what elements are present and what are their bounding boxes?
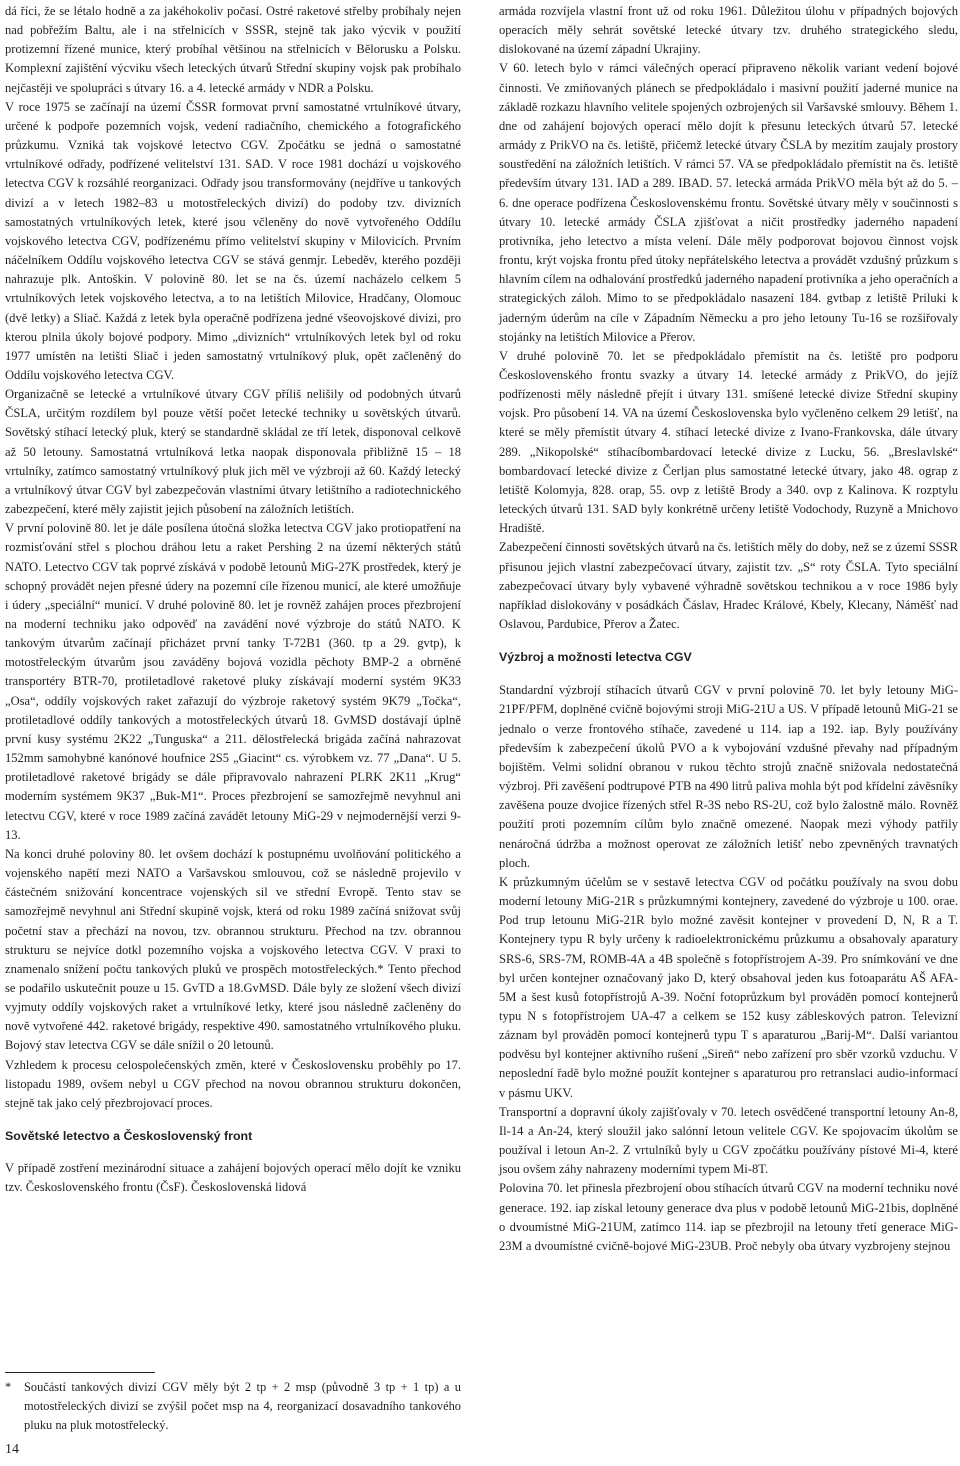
- body-paragraph: V roce 1975 se začínají na území ČSSR formovat první samostatné vrtulníkové útvary, určené k podpoře pozemních vojsk, vedení radiačního, chemického a fotografického průzkumu. Vzniká tak vojskové letectvo CGV. Zpočátku se jedná o samostatné vrtulníkové odřady, podřízené velitelství 131. SAD. V roce 1981 dochází u vojskového letectva CGV k rozsáhlé reorganizaci. Odřady jsou transformovány (nejdříve u tankových divizí a v letech 1982–83 u motostřeleckých divizí) do podoby tzv. divizních samostatných vrtulníkových letek, které jsou včleněny do nově vytvořeného Oddílu vojskového letectva CGV, podřízenému přímo velitelství skupiny v Milovicích. Prvním náčelníkem Oddílu vojskového letectva CGV se stává genmjr. Lebeděv, kterého později nahrazuje plk. Antoškin. V polovině 80. let se na čs. území nacházelo celkem 5 vrtulníkových letek vojskového letectva, a to na letištích Milovice, Hradčany, Olomouc (dvě letky) a Sliač. Každá z letek byla operačně podřízena jedné všeovojskové divizi, pro kterou plnila úkoly bojové podpory. Mimo „divizních“ vrtulníkových letek byl od roku 1977 umístěn na letišti Sliač i jeden samostatný vrtulníkový pluk, opět začleněný do Oddílu vojskového letectva CGV.: [5, 99, 461, 382]
- footnote-divider: [5, 1372, 155, 1373]
- body-paragraph: Transportní a dopravní úkoly zajišťovaly v 70. letech osvědčené transportní letouny An-8, Il-14 a An-24, který sloužil jako salónní letoun velitele CGV. Ke spojovacím úkolům se používal i letoun An-2. Z vrtulníků byly u CGV zpočátku používány pístové Mi-4, které jsou ovšem záhy nahrazeny moderními typem Mi-8T.: [499, 1104, 958, 1177]
- footnote-text: Součástí tankových divizí CGV měly být 2 tp + 2 msp (původně 3 tp + 1 tp) a u motostřeleckých divizí se zvýšil počet msp na 4, reorganizací dosavadního tankového pluku na pluk motostřelecký.: [24, 1380, 461, 1433]
- footnote-marker: *: [5, 1380, 12, 1394]
- body-paragraph: V případě zostření mezinárodní situace a zahájení bojových operací mělo dojít ke vzniku tzv. Československého frontu (ČsF). Československá lidová: [5, 1161, 461, 1195]
- right-column: [499, 2, 958, 1256]
- body-paragraph: K průzkumným účelům se v sestavě letectva CGV od počátku používaly na svou dobu moderní letouny MiG-21R s průzkumnými kontejnery, zavedené do výzbroje u 100. orae. Pod trup letounu MiG-21R bylo možné zavěsit kontejner v provedení D, N, R a T. Kontejnery typu R byly určeny k radioelektronickému průzkumu a obsahovaly aparatury SRS-6, SRS-7M, ROMB-4A a 4B společně s fotopřístrojem A-39. Pro snímkování ve dne byl určen kontejner označovaný jako D, který obsahoval jeden kus fotoaparátu AŠ AFA-5M a šest kusů fotopřístrojů A-39. Noční fotoprůzkum byl prováděn pomocí kontejnerů typu N s fotopřístrojem UA-47 a celkem se 152 kusy zábleskových patron. Televizní záznam byl prováděn pomocí kontejnerů typu T s aparaturou „Barij-M“. Další variantou podvěsu byl kontejner aktivního rušení „Sireň“ nebo zařízení pro sběr vzorků vzduchu. V neposlední řadě bylo možné použít kontejner s aparaturou pro retranslaci audio-informací v pásmu UKV.: [499, 874, 958, 1100]
- page-number: 14: [5, 1442, 19, 1457]
- body-paragraph: Na konci druhé poloviny 80. let ovšem dochází k postupnému uvolňování politického a vojenského napětí mezi NATO a Varšavskou smlouvou, což se následně projevilo v částečném snižování koncentrace vojenských sil ve střední Evropě. Tento stav se samozřejmě nevyhnul ani Střední skupině vojsk, která od roku 1989 začíná snižovat svůj početní stav a přechází na novou, tzv. obrannou strukturu. Přechod na tzv. obrannou strukturu se nejvíce dotkl pozemního vojska a vojskového letectva CGV. V praxi to znamenalo snížení počtu tankových pluků ve prospěch motostřeleckých.* Tento přechod se podařilo uskutečnit pouze u 15. GvTD a 18.GvMSD. Dále byly ze složení všech divizí vyjmuty oddíly vojskových raket a vrtulníkové letky, které jsou následně začleněny do nově vytvořené 442. raketové brigády, respektive 490. samostatného vrtulníkového pluku. Bojový stav letectva CGV se dále snížil o 20 letounů.: [5, 846, 461, 1053]
- body-paragraph: Organizačně se letecké a vrtulníkové útvary CGV příliš nelišily od podobných útvarů ČSLA, určitým rozdílem byl pouze větší počet letecké techniky u sovětských útvarů. Sovětský stíhací letecký pluk, který se standardně skládal ze tří letek, disponoval celkově až 50 letouny. Samostatná vrtulníková letka naopak disponovala přibližně 15 – 18 vrtulníky, zatímco samostatný vrtulníkový pluk jich měl ve výzbroji až 60. Každý letecký a vrtulníkový útvar CGV byl zabezpečován vlastními útvary letištního a radiotechnického zabezpečení, které měly zajistit jejich působení na záložních letištích.: [5, 387, 461, 517]
- body-paragraph: Vzhledem k procesu celospolečenských změn, které v Československu proběhly po 17. listopadu 1989, ovšem nebyl u CGV přechod na novou obrannou strukturu dokončen, stejně tak jako celý přezbrojovací proces.: [5, 1057, 461, 1110]
- body-paragraph: armáda rozvíjela vlastní front už od roku 1961. Důležitou úlohu v případných bojových operacích měly sehrát sovětské letecké útvary tzv. druhého strategického sledu, dislokované na území západní Ukrajiny.: [499, 4, 958, 57]
- body-paragraph: Polovina 70. let přinesla přezbrojení obou stíhacích útvarů CGV na moderní techniku nové generace. 192. iap získal letouny generace dva plus v podobě letounů MiG-21bis, doplněné o dvoumístné MiG-21UM, zatímco 114. iap se přezbrojil na letouny třetí generace MiG-23M a dvoumístné cvičně-bojové MiG-23UB. Proč nebyly oba útvary vyzbrojeny stejnou: [499, 1181, 958, 1253]
- body-paragraph: V první polovině 80. let je dále posílena útočná složka letectva CGV jako protiopatření na rozmisťování střel s plochou dráhou letu a raket Pershing 2 na území některých států NATO. Letectvo CGV tak poprvé získává v podobě letounů MiG-27K prostředek, který je schopný provádět nejen přesné údery na pozemní cíle řízenou municí, ale které umožňuje i údery „speciální“ municí. V druhé polovině 80. let je rovněž zahájen proces přezbrojení na moderní techniku jako odpověď na zavádění nové výzbroje do států NATO. K tankovým útvarům začínají přicházet první tanky T-72B1 (360. tp a 29. gvtp), k motostřeleckým útvarům jsou zaváděny bojová vozidla pěchoty BMP-2 a obrněné transportéry BTR-70, protiletadlové raketové pluky získávají moderní systém 9K33 „Osa“, oddíly vojskových raket zařazují do výzbroje raketový systém 9K79 „Točka“, protiletadlové oddíly tankových a motostřeleckých útvarů 18. GvMSD dostávají úplně první kusy systému 2K22 „Tunguska“ a 211. dělostřelecká brigáda začíná nahrazovat 152mm samohybné kanónové houfnice 2S5 „Giacint“ cs. výrobkem vz. 77 „Dana“. U 5. protiletadlové raketové brigády se dále připravovalo nahrazení PLRK 2K11 „Krug“ moderním systémem 9K37 „Buk-M1“. Proces přezbrojení se samozřejmě nevyhnul ani letectvu CGV, které v roce 1989 začíná zavádět letouny MiG-29 v nejmodernější verzi 9-13.: [5, 521, 461, 842]
- section-heading: Sovětské letectvo a Československý front: [5, 1129, 253, 1144]
- body-paragraph: Standardní výzbrojí stíhacích útvarů CGV v první polovině 70. let byly letouny MiG-21PF/PFM, doplněné cvičně bojovými stroji MiG-21U a US. V případě letounů MiG-21 se jednalo o verze frontového stíhače, zavedené u 114. iap a 192. iap. Byly používány především k zabezpečení úkolů PVO a k vybojování vzdušné převahy nad případným bojištěm. Velmi solidní obranou v rukou těchto strojů značně snižovala nedostatečná výzbroj. Při zavěšení podtrupové PTB na 490 litrů paliva mohla být pod křídelní závěsníky zavěšena pouze dvojice řízených střel R-3S nebo RS-2U, což bylo žalostně málo. Rovněž použití proti pozemním cílům bylo značně omezené. Naopak mezi výhody patřily nenáročná údržba a možnost operovat ze záložních letišť nebo zpevněných travnatých ploch.: [499, 683, 958, 870]
- body-paragraph: V druhé polovině 70. let se předpokládalo přemístit na čs. letiště pro podporu Československého frontu svazky a útvary 14. letecké armády z PrikVO, do jejíž podřízenosti měly následně přejít i útvary 131. smíšené letecké divize Střední skupiny vojsk. Pro působení 14. VA na území Československa bylo vyčleněno celkem 29 letišť, na které se měly přemístit útvary 4. stíhací letecké divize z Ivano-Frankovska, dále útvary 289. „Nikopolské“ stíhacíbombardovací letecké divize z Lucku, 56. „Breslavlské“ bombardovací letecké divize z Čerljan plus samostatné letecké útvary, jako 48. ograp z letiště Kolomyja, 828. orap, 55. ovp z letiště Brody a 340. ovp z Kalinova. K rozptylu leteckých útvarů 131. SAD byly konkrétně určeny letiště Vodochody, Ruzyně a Mnichovo Hradiště.: [499, 348, 958, 536]
- left-column: [5, 2, 461, 1198]
- footnote: [5, 1378, 461, 1435]
- body-paragraph: dá říci, že se létalo hodně a za jakéhokoliv počasí. Ostré raketové střelby probíhaly nejen nad pobřežím Baltu, ale i na střelnicích v SSSR, stejně tak jako výcvik v použití protizemní řízené munice, který probíhal většinou na střelnicích v Bělorusku a Polsku. Komplexní zajištění výcviku všech leteckých útvarů Střední skupiny vojsk pak probíhalo nejčastěji ve spolupráci s útvary 16. a 4. letecké armády v NDR a Polsku.: [5, 4, 461, 95]
- body-paragraph: V 60. letech bylo v rámci válečných operací připraveno několik variant vedení bojové činnosti. Ve zmiňovaných plánech se předpokládalo i masivní použití jaderné munice na základě rozkazu hlavního velitele spojených ozbrojených sil Varšavské smlouvy. Během 1. dne od zahájení bojových operací mělo dojít k přesunu leteckých útvarů 57. letecké armády z PrikVO na čs. letiště, přičemž letecké útvary ČSLA by mezitím zaujaly prostory soustředění na záložních letištích. V rámci 57. VA se předpokládalo přemístit na čs. letiště především útvary 131. IAD a 289. IBAD. 57. letecká armáda PrikVO měla být až do 5. – 6. dne operace podřízena Československému frontu. Sovětské útvary měly v součinnosti s útvary 10. letecké armády ČSLA zjišťovat a ničit prostředky jaderného napadení protivníka, jeho letectvo a místa velení. Dále měly podporovat bojovou činnost vojsk frontu, krýt vojska frontu před útoky nepřátelského letectva a provádět vzdušný průzkum s hlavním cílem na odhalování prostředků jaderného napadení protivníka a jeho operačních a strategických záloh. Mimo to se předpokládalo nasazení 184. gvtbap z letiště Priluki k jaderným úderům na cíle v Západním Německu a pro jeho letouny Tu-16 se rozšiřovaly stojánky na letištích Milovice a Přerov.: [499, 61, 958, 344]
- section-heading: Výzbroj a možnosti letectva CGV: [499, 650, 692, 665]
- body-paragraph: Zabezpečení činnosti sovětských útvarů na čs. letištích měly do doby, než se z území SSSR přisunou jejich vlastní zabezpečovací útvary, zajistit tzv. „S“ roty ČSLA. Tyto speciální zabezpečovací útvary byly vybavené výhradně sovětskou technikou a v roce 1986 byly například dislokovány v posádkách Čáslav, Hradec Králové, Kbely, Klecany, Náměšť nad Oslavou, Pardubice, Přerov a Žatec.: [499, 540, 958, 631]
